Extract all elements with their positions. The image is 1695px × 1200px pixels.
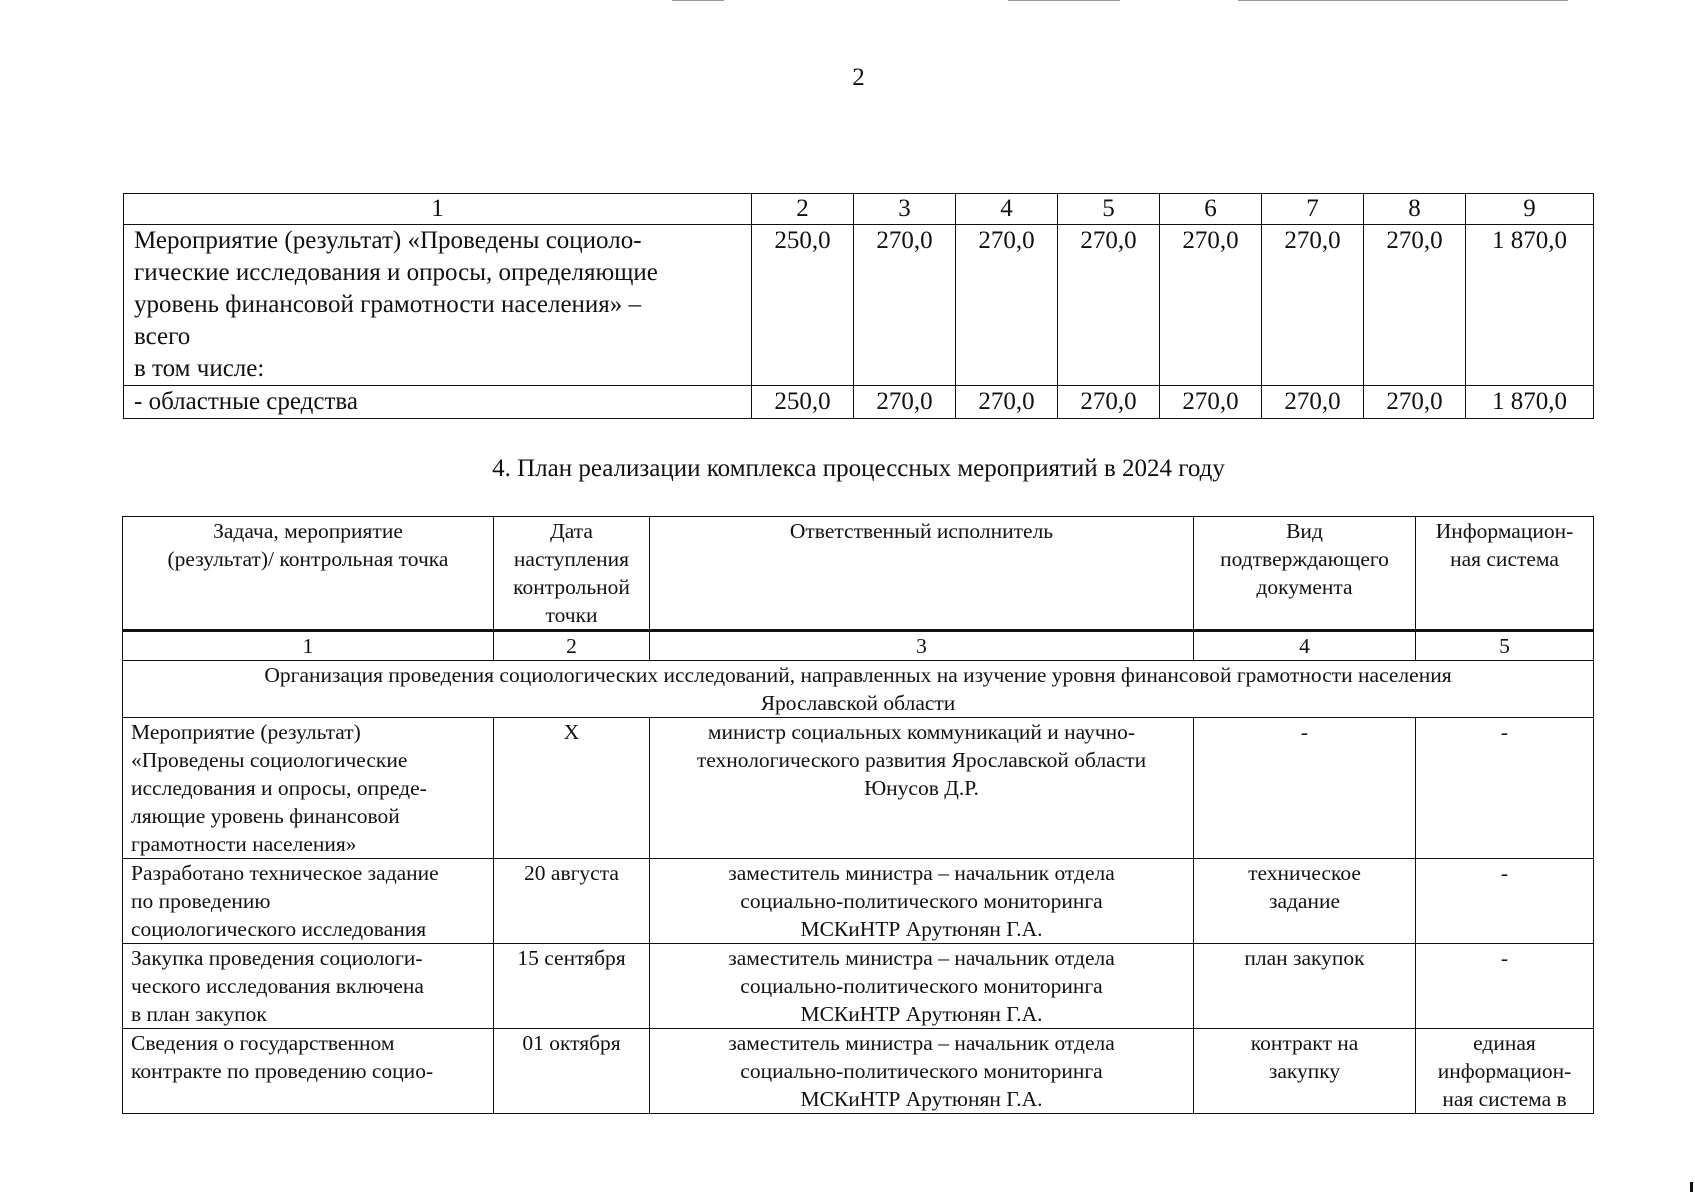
- responsible-line: социально-политического мониторинга: [740, 1059, 1103, 1083]
- event-cell: [123, 859, 494, 944]
- system-cell: [1416, 1029, 1594, 1114]
- finance-label-line: в том числе:: [134, 355, 265, 382]
- header-line: контрольной: [513, 575, 630, 599]
- finance-value-cell: 270,0: [1262, 225, 1364, 386]
- header-date: [494, 517, 650, 631]
- event-line: ляющие уровень финансовой: [131, 804, 400, 828]
- date-cell: 01 октября: [494, 1029, 650, 1114]
- finance-row-total: [124, 225, 1594, 386]
- event-line: грамотности населения»: [131, 832, 357, 856]
- document-line: задание: [1268, 889, 1341, 913]
- index-cell: 1: [123, 631, 494, 661]
- system-cell: [1416, 944, 1594, 1029]
- responsible-line: МСКиНТР Арутюнян Г.А.: [800, 1087, 1043, 1111]
- responsible-cell: [650, 718, 1194, 859]
- finance-header-cell: 9: [1466, 194, 1594, 225]
- finance-value-cell: 270,0: [1160, 225, 1262, 386]
- responsible-line: заместитель министра – начальник отдела: [728, 946, 1115, 970]
- index-cell: 2: [494, 631, 650, 661]
- header-line: наступления: [513, 547, 630, 571]
- plan-row: [123, 718, 1594, 859]
- document-line: контракт на: [1250, 1031, 1359, 1055]
- system-cell: [1416, 859, 1594, 944]
- header-line: подтверждающего: [1220, 547, 1389, 571]
- system-line: -: [1500, 720, 1509, 744]
- plan-index-row: [123, 631, 1594, 661]
- event-line: по проведению: [131, 889, 271, 913]
- finance-header-cell: 6: [1160, 194, 1262, 225]
- responsible-line: технологического развития Ярославской области: [696, 748, 1147, 772]
- header-line: Информацион-: [1435, 519, 1574, 543]
- header-line: документа: [1256, 575, 1353, 599]
- date-cell: 15 сентября: [494, 944, 650, 1029]
- task-heading: [123, 661, 1594, 718]
- finance-header-cell: 7: [1262, 194, 1364, 225]
- document-line: -: [1300, 720, 1309, 744]
- responsible-line: МСКиНТР Арутюнян Г.А.: [800, 917, 1043, 941]
- top-edge-rule: [1238, 0, 1568, 1]
- header-line: ная система: [1450, 547, 1559, 571]
- finance-header-cell: 3: [854, 194, 956, 225]
- finance-value-cell: 270,0: [1364, 225, 1466, 386]
- document-cell: [1194, 859, 1416, 944]
- finance-value-cell: 270,0: [956, 386, 1058, 419]
- responsible-cell: [650, 944, 1194, 1029]
- header-responsible: [650, 517, 1194, 631]
- event-line: Закупка проведения социологи-: [131, 946, 423, 970]
- task-heading-line: Ярославской области: [760, 691, 956, 715]
- event-line: Мероприятие (результат): [131, 720, 361, 744]
- finance-value-cell: 1 870,0: [1466, 386, 1594, 419]
- system-line: ная система в: [1442, 1087, 1567, 1111]
- index-cell: 5: [1416, 631, 1594, 661]
- system-cell: [1416, 718, 1594, 859]
- index-cell: 4: [1194, 631, 1416, 661]
- header-task: [123, 517, 494, 631]
- finance-value-cell: 270,0: [1262, 386, 1364, 419]
- system-line: -: [1500, 946, 1509, 970]
- task-heading-line: Организация проведения социологических исследований, направленных на изучение уровня финансовой грамотности населения: [264, 663, 1452, 687]
- finance-value-cell: 270,0: [1058, 225, 1160, 386]
- document-cell: [1194, 1029, 1416, 1114]
- finance-label-line: Мероприятие (результат) «Проведены социоло-: [134, 227, 642, 254]
- plan-header-row: [123, 517, 1594, 631]
- date-cell: Х: [494, 718, 650, 859]
- responsible-cell: [650, 859, 1194, 944]
- header-document: [1194, 517, 1416, 631]
- finance-value-cell: 250,0: [752, 225, 854, 386]
- top-edge-rule: [672, 0, 724, 1]
- document-line: закупку: [1268, 1059, 1341, 1083]
- finance-value-cell: 270,0: [1058, 386, 1160, 419]
- finance-label-line: уровень финансовой грамотности населения» –: [134, 291, 642, 318]
- responsible-line: министр социальных коммуникаций и научно-: [707, 720, 1136, 744]
- finance-label-line: - областные средства: [134, 388, 358, 415]
- header-line: Задача, мероприятие: [213, 519, 403, 543]
- header-line: (результат)/ контрольная точка: [167, 547, 449, 571]
- event-cell: [123, 718, 494, 859]
- responsible-line: социально-политического мониторинга: [740, 974, 1103, 998]
- event-line: Сведения о государственном: [131, 1031, 395, 1055]
- responsible-line: Юнусов Д.Р.: [864, 776, 979, 800]
- scan-edge-mark: [1690, 1182, 1693, 1192]
- header-line: Ответственный исполнитель: [789, 519, 1054, 543]
- finance-header-cell: 5: [1058, 194, 1160, 225]
- finance-header-cell: 2: [752, 194, 854, 225]
- system-line: информацион-: [1437, 1059, 1572, 1083]
- plan-table: [122, 516, 1594, 1114]
- system-line: -: [1500, 861, 1509, 885]
- finance-header-row: [124, 194, 1594, 225]
- responsible-line: МСКиНТР Арутюнян Г.А.: [800, 1002, 1043, 1026]
- finance-value-cell: 270,0: [1160, 386, 1262, 419]
- document-cell: [1194, 718, 1416, 859]
- date-cell: 20 августа: [494, 859, 650, 944]
- plan-row: [123, 1029, 1594, 1114]
- event-line: в план закупок: [131, 1002, 267, 1026]
- finance-label-line: гические исследования и опросы, определяющие: [134, 259, 658, 286]
- finance-header-cell: 8: [1364, 194, 1466, 225]
- page-number: 2: [852, 64, 865, 91]
- event-cell: [123, 944, 494, 1029]
- finance-row-label: [124, 225, 752, 386]
- finance-header-cell: 1: [124, 194, 752, 225]
- finance-value-cell: 270,0: [854, 386, 956, 419]
- finance-header-cell: 4: [956, 194, 1058, 225]
- document-cell: [1194, 944, 1416, 1029]
- plan-row: [123, 859, 1594, 944]
- finance-table: [123, 193, 1594, 419]
- header-line: точки: [545, 603, 598, 627]
- finance-value-cell: 250,0: [752, 386, 854, 419]
- finance-value-cell: 270,0: [854, 225, 956, 386]
- finance-row-label: [124, 386, 752, 419]
- finance-value-cell: 1 870,0: [1466, 225, 1594, 386]
- responsible-line: социально-политического мониторинга: [740, 889, 1103, 913]
- top-edge-rule: [1008, 0, 1120, 1]
- plan-row: [123, 944, 1594, 1029]
- event-cell: [123, 1029, 494, 1114]
- event-line: контракте по проведению социо-: [131, 1059, 434, 1083]
- finance-value-cell: 270,0: [1364, 386, 1466, 419]
- event-line: исследования и опросы, опреде-: [131, 776, 427, 800]
- event-line: ческого исследования включена: [131, 974, 424, 998]
- event-line: «Проведены социологические: [131, 748, 408, 772]
- finance-value-cell: 270,0: [956, 225, 1058, 386]
- section-title: 4. План реализации комплекса процессных мероприятий в 2024 году: [492, 455, 1225, 482]
- header-line: Вид: [1286, 519, 1323, 543]
- header-system: [1416, 517, 1594, 631]
- responsible-cell: [650, 1029, 1194, 1114]
- document-line: техническое: [1248, 861, 1361, 885]
- event-line: социологического исследования: [131, 917, 427, 941]
- index-cell: 3: [650, 631, 1194, 661]
- finance-label-line: всего: [134, 323, 191, 350]
- responsible-line: заместитель министра – начальник отдела: [728, 861, 1115, 885]
- system-line: единая: [1473, 1031, 1536, 1055]
- header-line: Дата: [550, 519, 593, 543]
- finance-row-regional: [124, 386, 1594, 419]
- event-line: Разработано техническое задание: [131, 861, 439, 885]
- responsible-line: заместитель министра – начальник отдела: [728, 1031, 1115, 1055]
- document-line: план закупок: [1244, 946, 1365, 970]
- plan-task-row: [123, 661, 1594, 718]
